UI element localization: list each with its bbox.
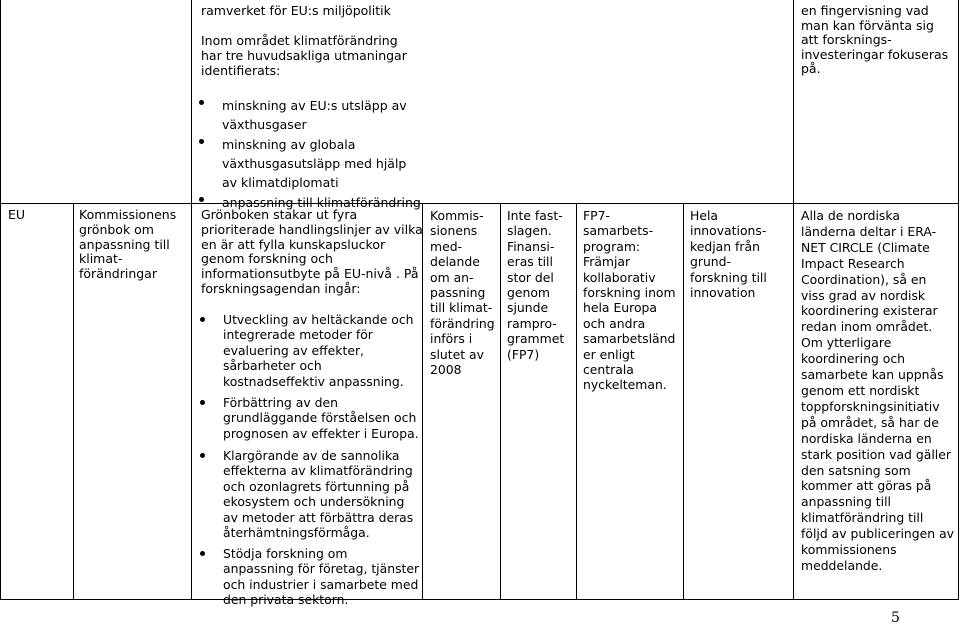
innovation-chain-cell: Hela innovations- kedjan från grund- forskning till innovation <box>690 208 767 301</box>
initiative-name-cell: Kommissionens grönbok om anpassning till klimat- förändringar <box>79 207 177 282</box>
bullet-icon <box>200 317 205 322</box>
bullet-icon <box>200 400 205 405</box>
bullet-icon <box>199 139 204 144</box>
bullet-icon <box>200 551 205 556</box>
col-divider-6 <box>683 204 684 600</box>
col-divider-5 <box>576 204 577 600</box>
nordic-coordination-cell: Alla de nordiska länderna deltar i ERA- NET CIRCLE (Climate Impact Research Coordination), så en viss grad av nordisk koordinering existerar redan inom området. Om ytterligare koordinering och samarbete kan uppnås genom ett nordiskt toppforskningsinitiativ på området, så har de nordiska länderna en stark position vad gäller den satsning som kommer att göras på anpassning till klimatförändring till följd av publiceringen av kommissionens meddelande. <box>801 208 954 573</box>
list-item: minskning av EU:s utsläpp av växthusgaser <box>222 95 442 132</box>
col-divider-2 <box>191 0 192 600</box>
description-cell: Grönboken stakar ut fyra prioriterade handlingslinjer av vilka en är att fylla kunskapsluckor genom forskning och informationsutbyte på EU-nivå . På forskningsagendan ingår: <box>201 207 423 296</box>
list-item: Stödja forskning om anpassning för företag, tjänster och industrier i samarbete med den privata sektorn. <box>223 546 423 608</box>
challenges-intro: Inom området klimatförändring har tre huvudsakliga utmaningar identifierats: <box>201 33 407 78</box>
level-cell: EU <box>8 207 26 222</box>
bullet-icon <box>199 197 204 202</box>
challenges-list <box>222 95 442 211</box>
table-border-right <box>958 0 959 600</box>
program-cell: FP7- samarbets- program: Främjar kollaborativ forskning inom hela Europa och andra samarbetsländ er enligt centrala nyckelteman. <box>583 208 676 393</box>
col-divider-4 <box>500 204 501 600</box>
framework-heading: ramverket för EU:s miljöpolitik <box>201 3 391 18</box>
row-divider <box>0 203 959 204</box>
list-item: anpassning till klimatförändring <box>222 192 442 211</box>
funding-focus-note: en fingervisning vad man kan förvänta sig att forsknings- investeringar fokuseras på. <box>801 3 949 76</box>
funding-status-cell: Inte fast- slagen. Finansi- eras till stor del genom sjunde rampro- grammet (FP7) <box>507 208 565 362</box>
research-agenda-list <box>223 312 423 608</box>
col-divider-7 <box>793 0 794 600</box>
table-border-left <box>0 0 1 600</box>
implementation-cell: Kommis- sionens med- delande om an- passning till klimat- förändring införs i slutet av 2008 <box>430 208 495 378</box>
col-divider-1 <box>73 204 74 600</box>
list-item: Utveckling av heltäckande och integrerade metoder för evaluering av effekter, sårbarheter och kostnadseffektiv anpassning. <box>223 312 423 394</box>
list-item: Klargörande av de sannolika effekterna av klimatförändring och ozonlagrets förtunning på ekosystem och undersökning av metoder att förbättra deras återhämtningsförmåga. <box>223 448 423 545</box>
table-border-bottom <box>0 599 959 600</box>
bullet-icon <box>199 100 204 105</box>
bullet-icon <box>200 453 205 458</box>
list-item: minskning av globala växthusgasutsläpp med hjälp av klimatdiplomati <box>222 134 442 186</box>
list-item: Förbättring av den grundläggande förståelsen och prognosen av effekter i Europa. <box>223 395 423 447</box>
page-number: 5 <box>891 610 900 626</box>
